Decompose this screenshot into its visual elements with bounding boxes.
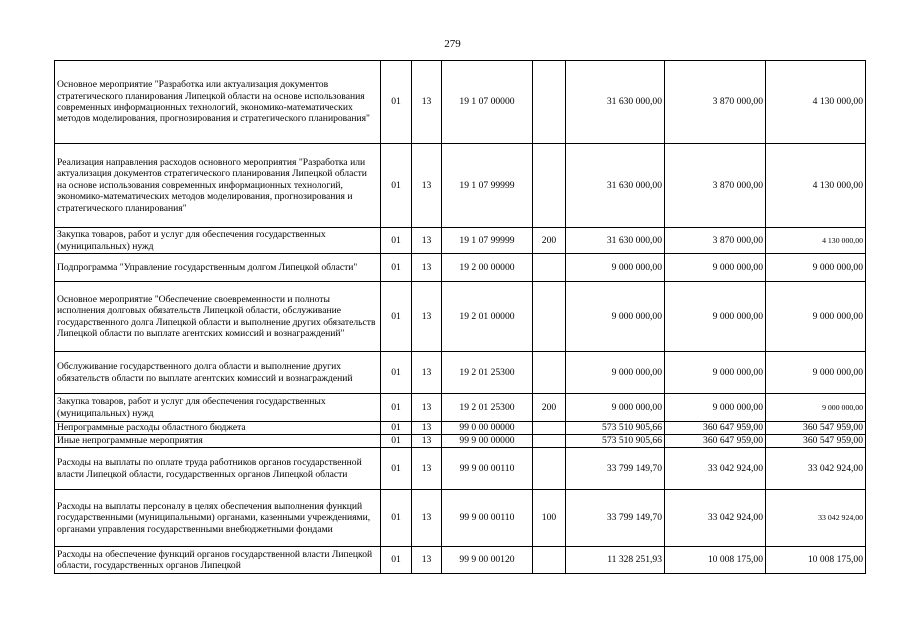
expense-kind: 200 (533, 228, 566, 254)
amount-3: 33 042 924,00 (766, 490, 866, 547)
row-name: Основное мероприятие "Разработка или актуализация документов стратегического планирования Липецкой области на основе использования современных информационных технологий, экономико-математических методов моделирования, прогнозирования и стратегического планирования" (55, 61, 381, 144)
subsection-code: 13 (412, 254, 442, 282)
expense-kind (533, 144, 566, 228)
target-code: 99 0 00 00000 (442, 422, 533, 435)
target-code: 19 1 07 99999 (442, 144, 533, 228)
expense-kind (533, 435, 566, 448)
target-code: 99 9 00 00000 (442, 435, 533, 448)
budget-table (54, 60, 866, 574)
amount-1: 11 328 251,93 (566, 547, 665, 574)
expense-kind (533, 254, 566, 282)
expense-kind: 200 (533, 394, 566, 422)
row-name: Иные непрограммные мероприятия (55, 435, 381, 448)
table-row (55, 254, 866, 282)
target-code: 19 2 01 25300 (442, 352, 533, 394)
expense-kind: 100 (533, 490, 566, 547)
expense-kind (533, 352, 566, 394)
amount-2: 9 000 000,00 (665, 254, 766, 282)
section-code: 01 (381, 282, 412, 352)
amount-2: 33 042 924,00 (665, 448, 766, 490)
amount-3: 360 547 959,00 (766, 435, 866, 448)
section-code: 01 (381, 547, 412, 574)
table-row (55, 422, 866, 435)
amount-2: 9 000 000,00 (665, 282, 766, 352)
target-code: 19 1 07 99999 (442, 228, 533, 254)
expense-kind (533, 448, 566, 490)
section-code: 01 (381, 394, 412, 422)
subsection-code: 13 (412, 352, 442, 394)
expense-kind (533, 61, 566, 144)
amount-1: 33 799 149,70 (566, 448, 665, 490)
subsection-code: 13 (412, 282, 442, 352)
amount-1: 31 630 000,00 (566, 228, 665, 254)
row-name: Расходы на обеспечение функций органов государственной власти Липецкой области, государственных органов Липецкой (55, 547, 381, 574)
amount-1: 33 799 149,70 (566, 490, 665, 547)
amount-3: 4 130 000,00 (766, 61, 866, 144)
row-name: Непрограммные расходы областного бюджета (55, 422, 381, 435)
table-row (55, 547, 866, 574)
target-code: 19 2 00 00000 (442, 254, 533, 282)
table-row (55, 448, 866, 490)
section-code: 01 (381, 435, 412, 448)
section-code: 01 (381, 228, 412, 254)
target-code: 99 9 00 00110 (442, 448, 533, 490)
subsection-code: 13 (412, 422, 442, 435)
expense-kind (533, 282, 566, 352)
amount-3: 9 000 000,00 (766, 254, 866, 282)
row-name: Подпрограмма "Управление государственным долгом Липецкой области" (55, 254, 381, 282)
amount-2: 9 000 000,00 (665, 352, 766, 394)
target-code: 99 9 00 00120 (442, 547, 533, 574)
expense-kind (533, 422, 566, 435)
amount-1: 31 630 000,00 (566, 61, 665, 144)
amount-1: 31 630 000,00 (566, 144, 665, 228)
expense-kind (533, 547, 566, 574)
section-code: 01 (381, 422, 412, 435)
row-name: Закупка товаров, работ и услуг для обеспечения государственных (муниципальных) нужд (55, 394, 381, 422)
subsection-code: 13 (412, 144, 442, 228)
target-code: 19 2 01 00000 (442, 282, 533, 352)
amount-1: 9 000 000,00 (566, 282, 665, 352)
table-row (55, 282, 866, 352)
subsection-code: 13 (412, 448, 442, 490)
amount-1: 573 510 905,66 (566, 435, 665, 448)
subsection-code: 13 (412, 547, 442, 574)
section-code: 01 (381, 144, 412, 228)
table-row (55, 352, 866, 394)
target-code: 99 9 00 00110 (442, 490, 533, 547)
table-row (55, 228, 866, 254)
amount-1: 9 000 000,00 (566, 394, 665, 422)
target-code: 19 1 07 00000 (442, 61, 533, 144)
amount-2: 3 870 000,00 (665, 228, 766, 254)
subsection-code: 13 (412, 490, 442, 547)
amount-1: 9 000 000,00 (566, 254, 665, 282)
section-code: 01 (381, 254, 412, 282)
amount-3: 9 000 000,00 (766, 394, 866, 422)
amount-3: 9 000 000,00 (766, 352, 866, 394)
section-code: 01 (381, 490, 412, 547)
target-code: 19 2 01 25300 (442, 394, 533, 422)
table-row (55, 144, 866, 228)
amount-3: 4 130 000,00 (766, 144, 866, 228)
section-code: 01 (381, 352, 412, 394)
amount-3: 4 130 000,00 (766, 228, 866, 254)
amount-2: 10 008 175,00 (665, 547, 766, 574)
amount-2: 360 647 959,00 (665, 435, 766, 448)
table-row (55, 435, 866, 448)
subsection-code: 13 (412, 61, 442, 144)
subsection-code: 13 (412, 435, 442, 448)
subsection-code: 13 (412, 394, 442, 422)
row-name: Реализация направления расходов основного мероприятия "Разработка или актуализация документов стратегического планирования Липецкой области на основе использования современных информационных технологий, экономико-математических методов моделирования, прогнозирования и стратегического планирования" (55, 144, 381, 228)
row-name: Закупка товаров, работ и услуг для обеспечения государственных (муниципальных) нужд (55, 228, 381, 254)
subsection-code: 13 (412, 228, 442, 254)
amount-2: 9 000 000,00 (665, 394, 766, 422)
amount-2: 360 647 959,00 (665, 422, 766, 435)
amount-1: 573 510 905,66 (566, 422, 665, 435)
amount-2: 3 870 000,00 (665, 61, 766, 144)
row-name: Основное мероприятие "Обеспечение своевременности и полноты исполнения долговых обязательств Липецкой области, обслуживание государственного долга Липецкой области и выполнение других обязательств Липецкой области по выплате агентских комиссий и вознаграждений" (55, 282, 381, 352)
row-name: Расходы на выплаты персоналу в целях обеспечения выполнения функций государственными (муниципальными) органами, казенными учреждениями, органами управления государственными внебюджетными фондами (55, 490, 381, 547)
amount-3: 10 008 175,00 (766, 547, 866, 574)
table-row (55, 490, 866, 547)
section-code: 01 (381, 61, 412, 144)
amount-2: 3 870 000,00 (665, 144, 766, 228)
row-name: Расходы на выплаты по оплате труда работников органов государственной власти Липецкой области, государственных органов Липецкой области (55, 448, 381, 490)
page-number: 279 (444, 38, 461, 50)
amount-2: 33 042 924,00 (665, 490, 766, 547)
table-row (55, 61, 866, 144)
amount-1: 9 000 000,00 (566, 352, 665, 394)
section-code: 01 (381, 448, 412, 490)
amount-3: 33 042 924,00 (766, 448, 866, 490)
table-row (55, 394, 866, 422)
amount-3: 9 000 000,00 (766, 282, 866, 352)
row-name: Обслуживание государственного долга области и выполнение других обязательств области по выплате агентских комиссий и вознаграждений (55, 352, 381, 394)
amount-3: 360 547 959,00 (766, 422, 866, 435)
